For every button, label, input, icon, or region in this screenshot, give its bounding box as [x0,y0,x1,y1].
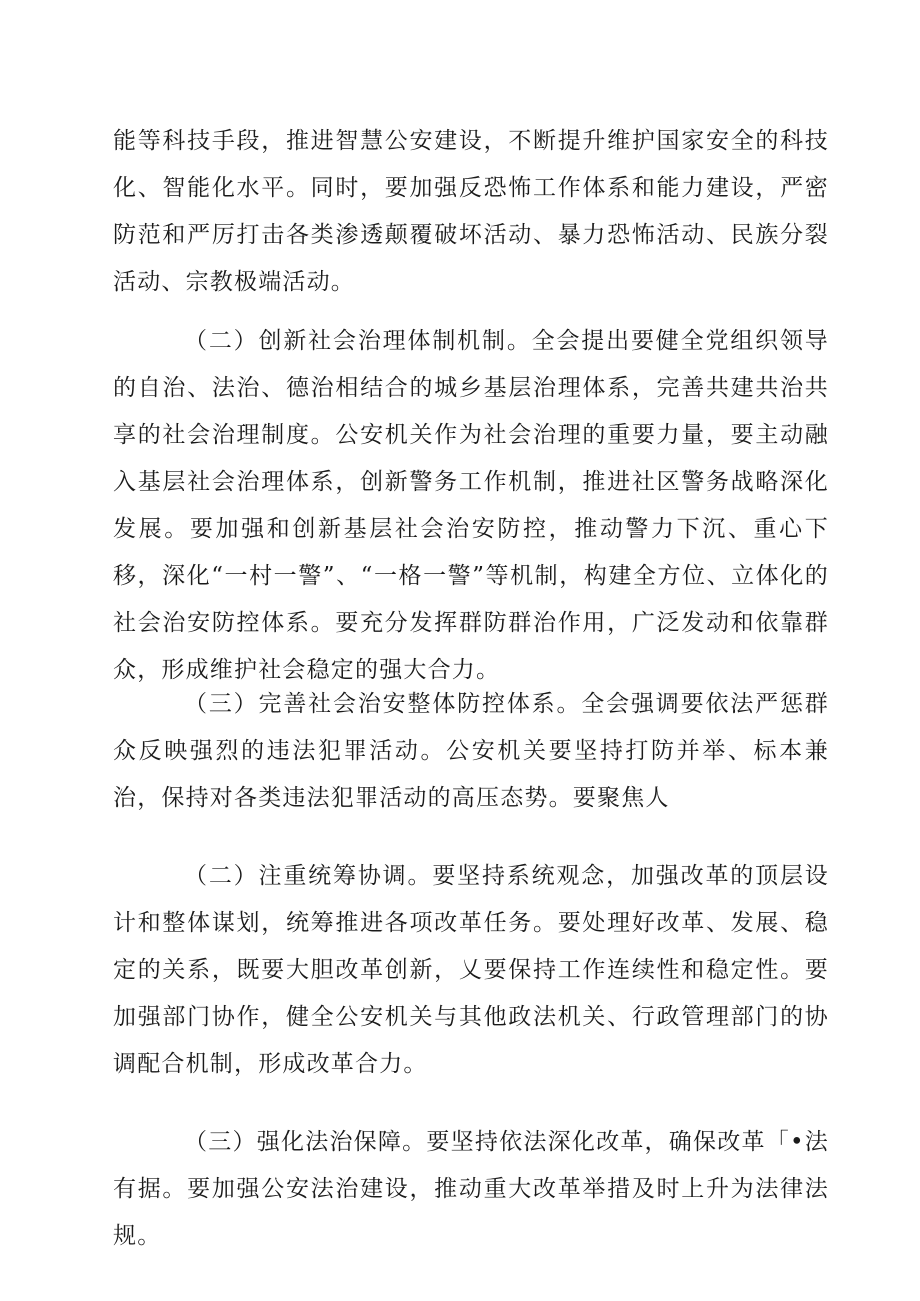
paragraph-rule-of-law: （三）强化法治保障。要坚持依法深化改革，确保改革「•法有据。要加强公安法治建设，推动重大改革举措及时上升为法律法规。 [113,1129,829,1249]
paragraph-public-security-prevention: （三）完善社会治安整体防控体系。全会强调要依法严惩群众反映强烈的违法犯罪活动。公安机关要坚持打防并举、标本兼治，保持对各类违法犯罪活动的高压态势。要聚焦人 [113,691,829,811]
paragraph-coordination: （二）注重统筹协调。要坚持系统观念，加强改革的顶层设计和整体谋划，统筹推进各项改革任务。要处理好改革、发展、稳定的关系，既要大胆改革创新，乂要保持工作连续性和稳定性。要加强部门协作，健全公安机关与其他政法机关、行政管理部门的协调配合机制，形成改革合力。 [113,863,829,1077]
paragraph-continuation: 能等科技手段，推进智慧公安建设，不断提升维护国家安全的科技化、智能化水平。同时，要加强反恐怖工作体系和能力建设，严密防范和严厉打击各类渗透颠覆破坏活动、暴力恐怖活动、民族分裂活动、宗教极端活动。 [113,128,829,295]
paragraph-social-governance: （二）创新社会治理体制机制。全会提出要健全党组织领导的自治、法治、德治相结合的城乡基层治理体系，完善共建共治共享的社会治理制度。公安机关作为社会治理的重要力量，要主动融入基层社会治理体系，创新警务工作机制，推进社区警务战略深化发展。要加强和创新基层社会治安防控，推动警力下沉、重心下移，深化“一村一警”、“一格一警”等机制，构建全方位、立体化的社会治安防控体系。要充分发挥群防群治作用，广泛发动和依靠群众，形成维护社会稳定的强大合力。 [113,328,829,683]
